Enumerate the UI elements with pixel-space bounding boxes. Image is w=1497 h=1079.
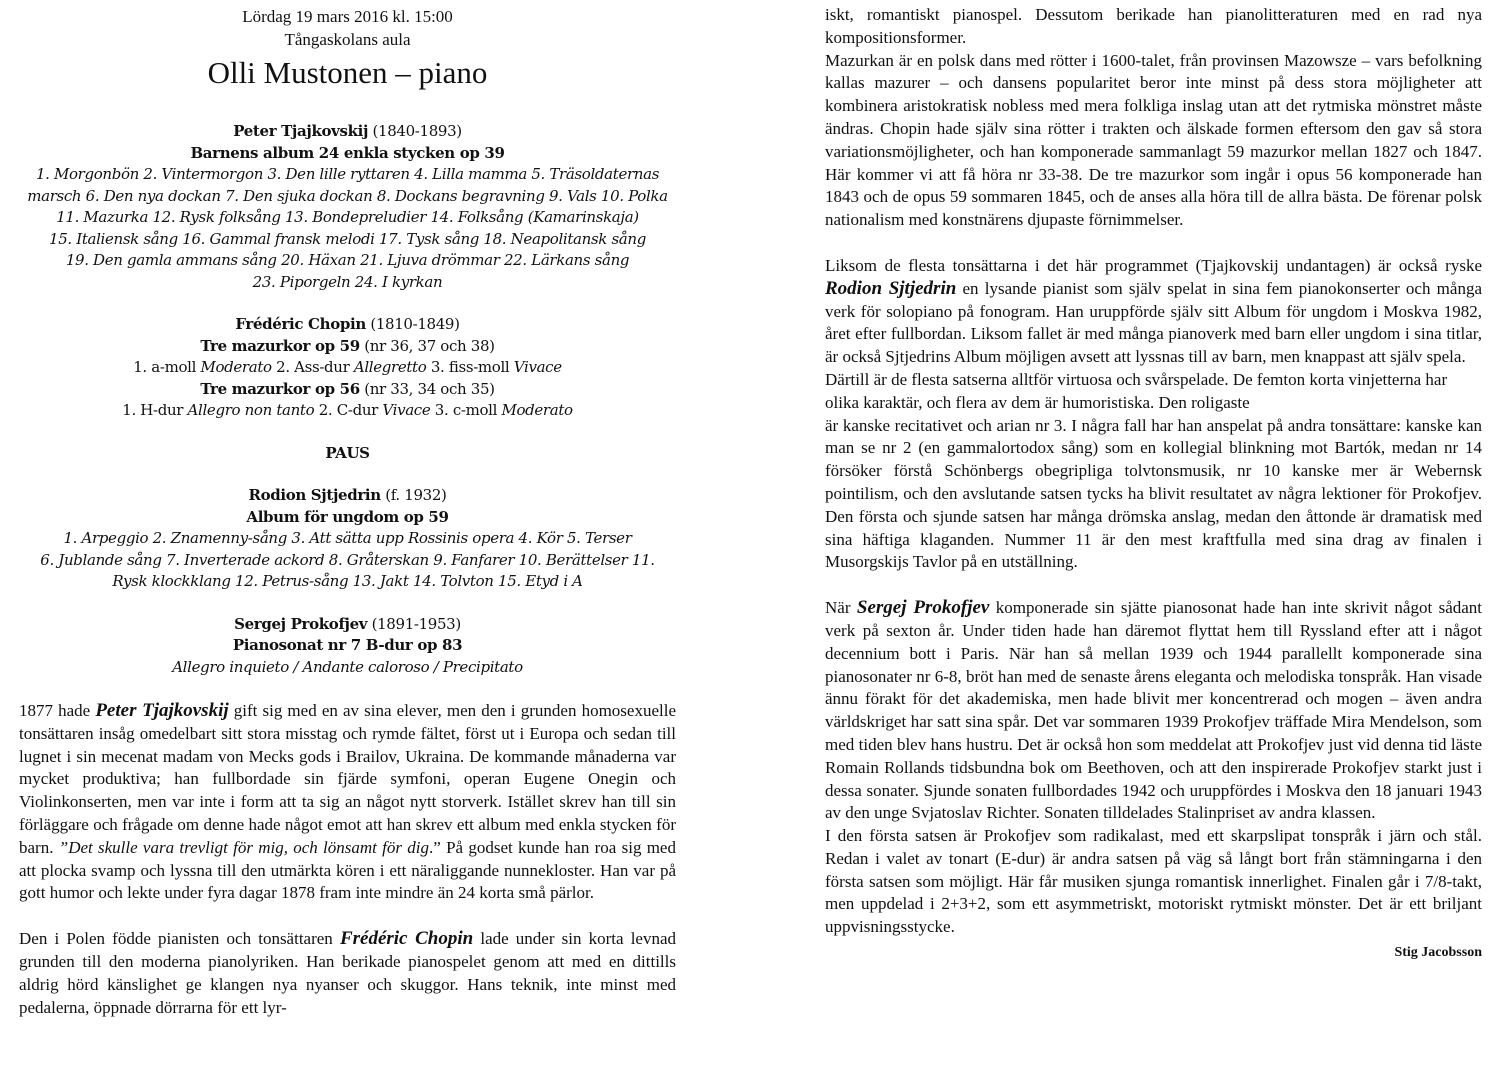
movement-line: 6. Jublande sång 7. Inverterade ackord 8. Gråterskan 9. Fanfarer 10. Berättelser 11. bbox=[40, 550, 655, 569]
essay-paragraph-sjtjedrin-2: Därtill är de flesta satserna alltför virtuosa och svårspelade. De femton korta vinjetterna har olika karaktär, och flera av dem är humoristiska. Den roligaste bbox=[825, 369, 1448, 412]
composer-emphasis: Peter Tjajkovskij bbox=[95, 700, 229, 721]
movement-line: 1. Arpeggio 2. Znamenny-sång 3. Att sätta upp Rossinis opera 4. Kör 5. Terser bbox=[63, 529, 632, 547]
work-title: Album för ungdom op 59 bbox=[246, 507, 449, 526]
work-title: Barnens album 24 enkla stycken op 39 bbox=[190, 143, 505, 162]
concert-header bbox=[19, 0, 676, 93]
composer-dates: (1810-1849) bbox=[370, 315, 460, 333]
composer-emphasis: Frédéric Chopin bbox=[339, 928, 474, 950]
work-title-suffix: (nr 33, 34 och 35) bbox=[359, 379, 495, 398]
composer-dates: (1891-1953) bbox=[371, 614, 461, 633]
essay-paragraph-sjtjedrin: Liksom de flesta tonsättarna i det här programmet (Tjajkovskij undantagen) är också ryske Rodion Sjtjedrin en lysande pianist som själv spelat in sina fem pianokonserter och många verk för solopiano på fonogram. Han uruppförde själv sitt Album för ungdom i Moskva 1982, året efter fullbordan. Liksom fallet är med många pianoverk med barn eller ungdom i sina titlar, är också Sjtjedrins Album möjligen avsett att lyssnas till av barn, men knappast att själv spela. bbox=[825, 255, 1482, 367]
work-title-suffix: (nr 36, 37 och 38) bbox=[359, 336, 495, 355]
essay-paragraph-mazurka: Mazurkan är en polsk dans med rötter i 1600-talet, från provinsen Mazowsze – vars befolkning kallas mazurer – och dansens popularitet beror inte minst på dess stora möjligheter att kombinera aristokratisk nobless med mera folkliga inslag utan att det rytmiska mönstret måste ändras. Chopin hade själv sina rötter i trakten och älskade formen eftersom den gav så stora variationsmöjligheter, och han komponerade sammanlagt 59 mazurkor mellan 1827 och 1847. Här kommer vi att få höra nr 33-38. De tre mazurkor som ingår i opus 56 komponerade han 1843 och de opus 59 sommaren 1845, och de anses alla höra till de allra bästa. De förenar polsk nationalism med konstnärens djupaste förnimmelser. bbox=[825, 50, 1482, 230]
quote: ”Det skulle vara trevligt för mig, och lönsamt för dig bbox=[58, 837, 429, 857]
work-title: Tre mazurkor op 56 bbox=[200, 379, 360, 398]
work-title: Tre mazurkor op 59 bbox=[200, 336, 360, 355]
essay-paragraph-tjajkovskij: 1877 hade Peter Tjajkovskij gift sig med en av sina elever, men den i grunden homosexuelle tonsättaren insåg omedelbart sitt stora misstag och rymde fältet, först ut i Europa och sedan till lugnet i sin mecenat madam von Mecks gods i Brailov, Ukraina. De kommande månaderna var mycket produktiva; han fullbordade sin fjärde symfoni, operan Eugene Onegin och Violinkonserten, men var inte i form att ta sig an något nytt storverk. Istället skrev han till sin förläggare och frågade om denne hade något emot att han skrev ett album med enkla stycken för barn. ”Det skulle vara trevligt för mig, och lönsamt för dig.” På godset kunde han roa sig med att plocka svamp och lyssna till den utmärkta kören i ett näraliggande nunnekloster. Han var på gott humor och lekte under fyra dagar 1878 fram inte mindre än 24 korta små pärlor. bbox=[19, 700, 676, 903]
essay-paragraph-chopin: Den i Polen födde pianisten och tonsättaren Frédéric Chopin lade under sin korta levnad grunden till den moderna pianolyriken. Han berikade pianospelet genom att med en dittills aldrig hörd känslighet ge klangen nya nyanser och skuggor. Hans teknik, inte minst med pedalerna, öppnade dörrarna för ett lyr- bbox=[19, 928, 677, 1017]
work-title: Pianosonat nr 7 B-dur op 83 bbox=[232, 636, 463, 654]
essay-paragraph-sjtjedrin-3: är kanske recitativet och arian nr 3. I några fall har han anspelat på andra tonsättare: kanske kan man se nr 2 (en gammalortodox sång) som en kollegial blinkning mot Bartók, medan nr 14 försöker förstå Schönbergs obegripliga tolvtonsmusik, nr 10 kanske mer är Webernsk pointilism, och den avslutande satsen tycks ha blivit resultatet av några lektioner för Prokofjev. Den första och sjunde satsen har många drömska anslag, medan den åttonde är dramatisk med sina häftiga klaganden. Nummer 11 är den mest kraftfulla med sina drag av finalen i Musorgskijs Tavlor på en utställning. bbox=[825, 415, 1482, 572]
movement-line: 15. Italiensk sång 16. Gammal fransk melodi 17. Tysk sång 18. Neapolitansk sång bbox=[49, 229, 646, 248]
movement-line: 23. Piporgeln 24. I kyrkan bbox=[252, 272, 443, 291]
composer-name: Frédéric Chopin bbox=[235, 315, 366, 333]
concert-venue: Tångaskolans aula bbox=[284, 30, 411, 49]
composer-dates: (1840-1893) bbox=[372, 122, 462, 140]
program-item-prokofjev bbox=[19, 614, 676, 679]
right-page bbox=[825, 0, 1482, 961]
intermission: PAUS bbox=[325, 443, 370, 462]
author-signature: Stig Jacobsson bbox=[1394, 945, 1482, 961]
composer-name: Sergej Prokofjev bbox=[234, 614, 368, 633]
composer-emphasis: Sergej Prokofjev bbox=[856, 597, 990, 619]
composer-name: Rodion Sjtjedrin bbox=[248, 486, 381, 504]
essay-right bbox=[825, 4, 1482, 939]
essay-left bbox=[19, 700, 676, 1019]
essay-paragraph-prokofjev-2: I den första satsen är Prokofjev som radikalast, med ett skarpslipat tonspråk i järn och stål. Redan i valet av tonart (E-dur) är andra satsen på väg så långt bort från stämningarna i den första satsen som möjligt. Här får musiken sjunga romantisk innerlighet. Finalen går i 7/8-takt, men uppdelad i 2+3+2, som ett asymmetriskt, motoriskt rytmiskt mönster. Det är ett briljant uppvisningsstycke. bbox=[825, 826, 1482, 937]
program-item-tjajkovskij bbox=[19, 121, 676, 293]
composer-name: Peter Tjajkovskij bbox=[233, 122, 369, 140]
composer-emphasis: Rodion Sjtjedrin bbox=[825, 277, 957, 299]
movement-line: Allegro inquieto / Andante caloroso / Precipitato bbox=[172, 657, 523, 676]
program-item-chopin bbox=[19, 314, 676, 422]
movement-line: Rysk klockklang 12. Petrus-sång 13. Jakt 14. Tolvton 15. Etyd i A bbox=[112, 572, 583, 590]
movement-line: 1. Morgonbön 2. Vintermorgon 3. Den lille ryttaren 4. Lilla mamma 5. Träsoldaternas bbox=[35, 165, 660, 183]
concert-date: Lördag 19 mars 2016 kl. 15:00 bbox=[242, 7, 453, 26]
concert-title: Olli Mustonen – piano bbox=[207, 55, 488, 90]
movement-line: 1. H-dur Allegro non tanto 2. C-dur Vivace 3. c-moll Moderato bbox=[122, 401, 573, 419]
movement-line: 11. Mazurka 12. Rysk folksång 13. Bondepreludier 14. Folksång (Kamarinskaja) bbox=[56, 208, 639, 226]
movement-line: marsch 6. Den nya dockan 7. Den sjuka dockan 8. Dockans begravning 9. Vals 10. Polka bbox=[27, 186, 668, 205]
program-item-sjtjedrin bbox=[19, 485, 676, 593]
essay-paragraph-chopin-cont: iskt, romantiskt pianospel. Dessutom berikade han pianolitteraturen med en rad nya kompositionsformer. bbox=[825, 5, 1482, 47]
essay-paragraph-prokofjev: När Sergej Prokofjev komponerade sin sjätte pianosonat hade han inte skrivit något sådant verk på sexton år. Under tiden hade han däremot flyttat hem till Ryssland efter att i något decennium bott i Paris. När han så mellan 1939 och 1944 parallellt komponerade sina pianosonater nr 6-8, bröt han med de senaste årens eleganta och melodiska tonspråk. Han visade ännu förakt för det akademiska, men hade blivit mer koncentrerad och mogen – även andra världskriget har satt sina spår. Det var sommaren 1939 Prokofjev träffade Mira Mendelson, som med tiden blev hans hustru. Det är också hon som meddelat att Prokofjev just vid denna tid läste Romain Rollands tidsbundna bok om Beethoven, och att den inspirerade Prokofjev starkt just i dessa sonater. Sjunde sonaten fullbordades 1942 och uruppfördes i Moskva den 18 januari 1943 av den unge Svjatoslav Richter. Sonaten tilldelades Stalinpriset av andra klassen. bbox=[825, 597, 1483, 823]
movement-line: 19. Den gamla ammans sång 20. Häxan 21. Ljuva drömmar 22. Lärkans sång bbox=[65, 251, 630, 269]
movement-line: 1. a-moll Moderato 2. Ass-dur Allegretto 3. fiss-moll Vivace bbox=[133, 358, 562, 376]
left-page bbox=[19, 0, 676, 1019]
composer-dates: (f. 1932) bbox=[385, 486, 447, 504]
